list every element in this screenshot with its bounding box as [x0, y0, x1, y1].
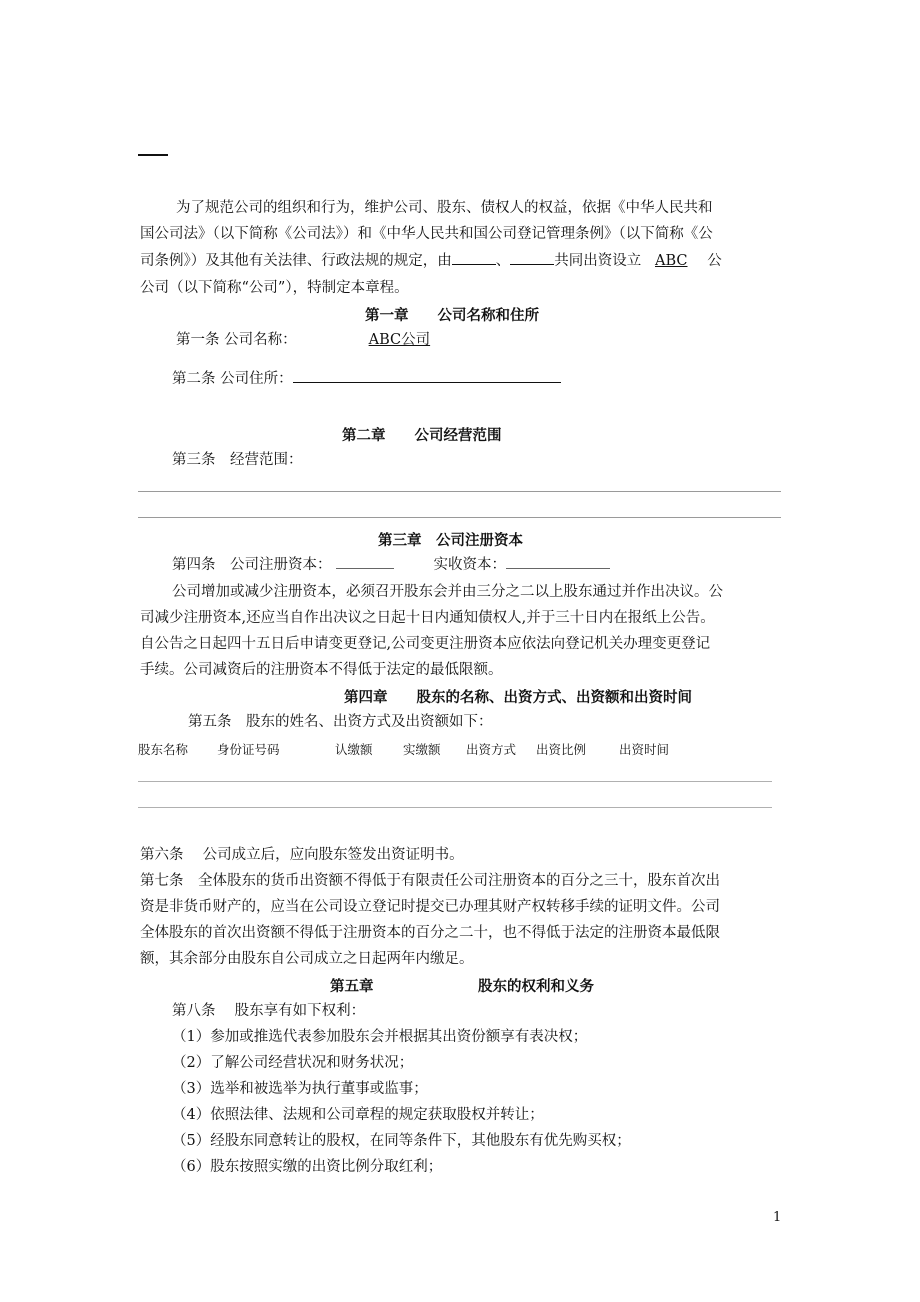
- founder-blank-1[interactable]: [452, 249, 496, 265]
- business-scope-line-1[interactable]: [138, 491, 781, 492]
- col-contribution-time: 出资时间: [619, 742, 670, 757]
- article-1: [176, 328, 559, 353]
- right-item-4: （4）依照法律、法规和公司章程的规定获取股权并转让；: [172, 1107, 544, 1123]
- article-2-label: 第二条 公司住所：: [172, 371, 293, 387]
- company-name-value: ABC公司: [368, 332, 431, 348]
- right-item-1: （1）参加或推选代表参加股东会并根据其出资份额享有表决权；: [172, 1029, 588, 1045]
- capital-para-line-4: 手续。公司减资后的注册资本不得低于法定的最低限额。: [140, 662, 503, 678]
- article-7-line-3: 全体股东的首次出资额不得低于注册资本的百分之二十，也不得低于法定的注册资本最低限: [140, 925, 720, 941]
- article-3: 第三条 经营范围：: [172, 452, 303, 468]
- preamble-line-3-end: 公: [707, 253, 722, 269]
- capital-para-line-3: 自公告之日起四十五日后申请变更登记,公司变更注册资本应依法向登记机关办理变更登记: [140, 636, 711, 652]
- col-contribution-method: 出资方式: [466, 742, 517, 757]
- paid-capital-label: 实收资本：: [433, 557, 506, 573]
- chapter-5-title-left: 第五章: [330, 978, 374, 995]
- right-item-5: （5）经股东同意转让的股权，在同等条件下，其他股东有优先购买权；: [172, 1133, 631, 1149]
- company-short-name-text: ABC: [655, 253, 688, 269]
- company-short-name[interactable]: [641, 249, 701, 274]
- article-7-line-2: 资是非货币财产的，应当在公司设立登记时提交已办理其财产权转移手续的证明文件。公司: [140, 899, 720, 915]
- header-bar: [138, 154, 168, 156]
- preamble-line-3: [140, 249, 722, 274]
- chapter-4-title: 第四章 股东的名称、出资方式、出资额和出资时间: [344, 689, 692, 706]
- col-id-number: 身份证号码: [217, 742, 280, 757]
- company-address-field[interactable]: [293, 367, 561, 383]
- right-item-3: （3）选举和被选举为执行董事或监事；: [172, 1081, 428, 1097]
- right-item-2: （2）了解公司经营状况和财务状况；: [172, 1055, 414, 1071]
- preamble-line-1: 为了规范公司的组织和行为，维护公司、股东、债权人的权益，依据《中华人民共和: [176, 200, 713, 216]
- preamble-line-2: 国公司法》（以下简称《公司法》）和《中华人民共和国公司登记管理条例》（以下简称《公: [140, 226, 713, 242]
- article-4: [172, 553, 610, 578]
- chapter-5-title-right: 股东的权利和义务: [478, 978, 594, 995]
- article-5: 第五条 股东的姓名、出资方式及出资额如下：: [188, 714, 493, 730]
- preamble-line-4: 公司（以下简称“公司”），特制定本章程。: [140, 280, 409, 296]
- preamble-line-3-text: 司条例》）及其他有关法律、行政法规的规定，由: [140, 253, 452, 269]
- col-shareholder-name: 股东名称: [138, 742, 189, 757]
- article-6: 第六条 公司成立后，应向股东签发出资证明书。: [140, 847, 464, 863]
- page-number: 1: [773, 1210, 782, 1225]
- col-contribution-ratio: 出资比例: [536, 742, 587, 757]
- article-2: [172, 367, 561, 392]
- article-7-line-4: 额，其余部分由股东自公司成立之日起两年内缴足。: [140, 951, 474, 967]
- chapter-1-title: 第一章 公司名称和住所: [365, 307, 539, 324]
- registered-capital-field[interactable]: [336, 553, 394, 569]
- business-scope-line-2[interactable]: [138, 517, 781, 518]
- preamble-sep: 、: [495, 253, 511, 269]
- article-7-line-1: 第七条 全体股东的货币出资额不得低于有限责任公司注册资本的百分之三十，股东首次出: [140, 873, 720, 889]
- col-subscribed: 认缴额: [335, 742, 373, 757]
- shareholder-row-line-1[interactable]: [138, 781, 772, 782]
- capital-para-line-2: 司减少注册资本,还应当自作出决议之日起十日内通知债权人,并于三十日内在报纸上公告。: [140, 610, 715, 626]
- founder-blank-2[interactable]: [510, 249, 554, 265]
- paid-capital-field[interactable]: [506, 553, 610, 569]
- article-8: 第八条 股东享有如下权利：: [172, 1003, 366, 1019]
- shareholder-row-line-2[interactable]: [138, 807, 772, 808]
- preamble-line-3-tail: 共同出资设立: [554, 253, 642, 269]
- right-item-6: （6）股东按照实缴的出资比例分取红利；: [172, 1159, 443, 1175]
- article-4-label: 第四条 公司注册资本：: [172, 557, 332, 573]
- company-name-field[interactable]: [297, 328, 559, 353]
- col-paid: 实缴额: [403, 742, 441, 757]
- chapter-2-title: 第二章 公司经营范围: [342, 427, 502, 444]
- chapter-3-title: 第三章 公司注册资本: [378, 532, 523, 549]
- capital-para-line-1: 公司增加或减少注册资本，必须召开股东会并由三分之二以上股东通过并作出决议。公: [172, 584, 723, 600]
- article-1-label: 第一条 公司名称：: [176, 332, 297, 348]
